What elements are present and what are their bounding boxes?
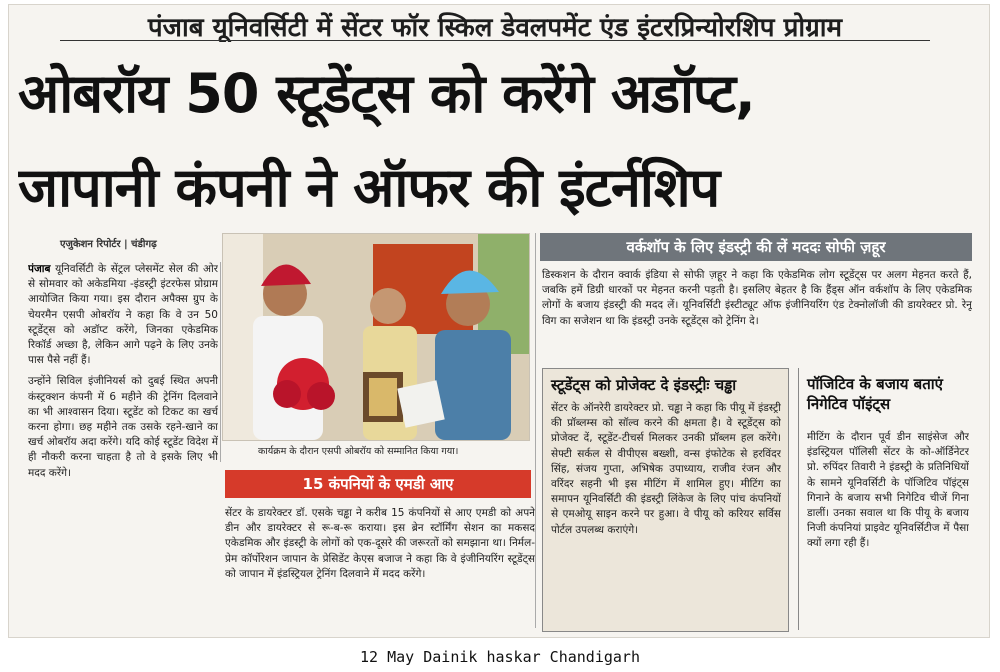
- middle-article-column: सेंटर के डायरेक्टर डॉ. एसके चड्ढा ने करीब 15 कंपनियों से आए एमडी को अपने डीन और डायरेक्टर से रू-ब-रू कराया। इस ब्रेन स्टॉर्मिंग सेशन का मकसद एकेडमिक और इंडस्ट्री के लोगों को एक-दूसरे की जरूरतों को समझाना था। निर्मल-प्रेम कॉर्पोरेशन जापान के प्रेसिडेंट केएस बजाज ने कहा कि वे इंजीनियरिंग स्टूडेंट्स को जापान में इंडस्ट्रियल ट्रेनिंग दिलवाने में मदद करेंगे।: [225, 507, 535, 580]
- sidebar-box-chadha: [542, 368, 789, 632]
- photo-illustration: [223, 234, 529, 440]
- right-article-column: डिस्कशन के दौरान क्वार्क इंडिया से सोफी ज़हूर ने कहा कि एकेडमिक लोग स्टूडेंट्स पर अलग मेहनत करते हैं, जबकि हमें डिग्री धारकों पर मेहनत करनी पड़ती है। इसलिए बेहतर है कि हैंड्स ऑन वर्कशॉप के लिए एकेडमिक लोगों के बजाय इंडस्ट्री की मदद लें। यूनिवर्सिटी इंस्टीट्यूट ऑफ इंजीनियरिंग एंड टेक्नोलॉजी की डायरेक्टर प्रो. रेनू विग का सजेशन था कि इंडस्ट्री उनके स्टूडेंट्स को ट्रेनिंग दे।: [542, 269, 972, 327]
- box-title: स्टूडेंट्स को प्रोजेक्ट दे इंडस्ट्रीः चड्ढा: [551, 376, 737, 394]
- left-paragraph-2: उन्होंने सिविल इंजीनियर्स को दुबई स्थित अपनी कंस्ट्रक्शन कंपनी में 6 महीने की ट्रेनिंग दिलवाने का भी आश्वासन दिया। स्टूडेंट को टिकट का खर्च करना होगा। छह महीने तक उसके रहने-खाने का खर्च ओबरॉय अदा करेंगे। यदि कोई स्टूडेंट विदेश में ही नौकरी करना चाहता है तो वे इसके लिए भी मदद करेंगे।: [28, 375, 218, 479]
- lead-word: पंजाब: [28, 263, 51, 275]
- left-paragraph-1-text: यूनिवर्सिटी के सेंट्रल प्लेसमेंट सेल की ओर से सोमवार को अकेडमिया -इंडस्ट्री इंटरफेस प्रोग्राम आयोजित किया गया। इस दौरान अपैक्स ग्रुप के चेयरमैन एसपी ओबरॉय ने कहा कि वे उन 50 स्टूडेंट्स को अडॉप्ट करेंगे, जिनका एकेडमिक रिकॉर्ड अच्छा है, लेकिन आगे पढ़ने के लिए उनके पास पैसे नहीं हैं।: [28, 263, 218, 367]
- subhead-gray: वर्कशॉप के लिए इंडस्ट्री की लें मददः सोफी ज़हूर: [540, 233, 972, 261]
- left-article-column: [28, 262, 218, 632]
- box-body: सेंटर के ऑनरेरी डायरेक्टर प्रो. चड्ढा ने कहा कि पीयू में इंडस्ट्री की प्रॉब्लम्स को सॉल्व करने की क्षमता है। वे स्टूडेंट्स को प्रोजेक्ट दें, स्टूडेंट-टीचर्स मिलकर उनकी प्रॉब्लम हल करेंगे। सेफ्टी सर्कल से वीपीएस बख्शी, वन्स इंफोटेक से हरविंदर सिंह, संजय गुप्ता, अभिषेक उपाध्याय, राजीव रंजन और वरिंदर सहनी भी इस मीटिंग में शामिल हुए। मीटिंग का समापन यूनिवर्सिटी की इंडस्ट्री लिंकेज के लिए पांच कंपनियों से एमओयू साइन करने पर हुआ। वे पीयू को करियर सर्विस पोर्टल उपलब्ध कराएंगे।: [551, 402, 781, 536]
- byline: एजुकेशन रिपोर्टर | चंडीगढ़: [60, 239, 157, 250]
- left-paragraph-1: [28, 262, 218, 368]
- main-headline-line-1: ओबरॉय 50 स्टूडेंट्स को करेंगे अडॉप्ट,: [18, 62, 755, 125]
- news-photo: [222, 233, 530, 441]
- source-caption: 12 May Dainik haskar Chandigarh: [360, 648, 640, 666]
- kicker-headline: पंजाब यूनिवर्सिटी में सेंटर फॉर स्किल डेवलपमेंट एंड इंटरप्रिन्योरशिप प्रोग्राम: [147, 13, 843, 42]
- column-divider-right: [535, 233, 536, 628]
- kicker-underline: [60, 40, 930, 41]
- box-title: पॉजिटिव के बजाय बताएं निगेटिव पॉइंट्स: [807, 375, 943, 413]
- sidebar-box-negative-points: [798, 368, 975, 630]
- main-headline-line-2: जापानी कंपनी ने ऑफर की इंटर्नशिप: [18, 156, 720, 219]
- photo-caption: कार्यक्रम के दौरान एसपी ओबरॉय को सम्मानित किया गया।: [258, 446, 459, 457]
- box-body: मीटिंग के दौरान पूर्व डीन साइंसेज और इंडस्ट्रियल पॉलिसी सेंटर के को-ऑर्डिनेटर प्रो. रुपिंदर तिवारी ने इंडस्ट्री के प्रतिनिधियों के सामने यूनिवर्सिटी के पॉजिटिव पॉइंट्स गिनाने के बजाय सभी निगेटिव चीजें गिना डालीं। उनका सवाल था कि पीयू के बजाय निजी कंपनियां प्राइवेट यूनिवर्सिटीज में पैसा क्यों लगा रही हैं।: [807, 431, 969, 550]
- subhead-red: 15 कंपनियों के एमडी आए: [225, 470, 531, 498]
- column-divider: [220, 262, 221, 462]
